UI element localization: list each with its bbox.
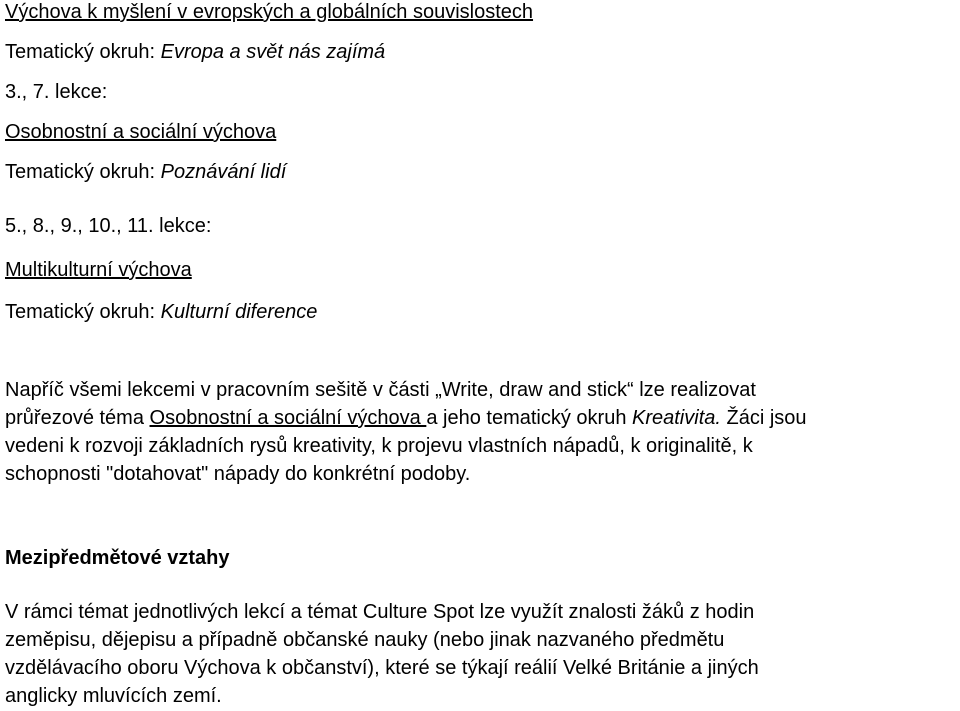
paragraph-row: Napříč všemi lekcemi v pracovním sešitě v části „Write, draw and stick“ lze realizovat xyxy=(5,379,756,401)
paragraph-row: anglicky mluvících zemí. xyxy=(5,685,222,707)
creativity-term: Kreativita. xyxy=(632,407,721,429)
paragraph-row: vedeni k rozvoji základních rysů kreativity, k projevu vlastních nápadů, k originalitě, k xyxy=(5,435,753,457)
paragraph-row: průřezové téma Osobnostní a sociální výchova a jeho tematický okruh Kreativita. Žáci jsou xyxy=(5,407,807,429)
heading-multicultural-education: Multikulturní výchova xyxy=(5,259,192,281)
topic-label: Tematický okruh: xyxy=(5,41,161,63)
heading-cross-subject-relations: Mezipředmětové vztahy xyxy=(5,547,230,569)
heading-global-education: Výchova k myšlení v evropských a globálních souvislostech xyxy=(5,1,534,23)
heading-personal-social-education: Osobnostní a sociální výchova xyxy=(5,121,277,143)
lessons-line-1: 3., 7. lekce: xyxy=(5,81,108,103)
cross-subject-paragraph xyxy=(5,598,955,710)
topic-name: Poznávání lidí xyxy=(160,161,287,183)
topic-line-cultural xyxy=(5,300,317,324)
topic-name: Kulturní diference xyxy=(160,301,318,323)
paragraph-row: schopnosti "dotahovat" nápady do konkrétní podoby. xyxy=(5,463,471,485)
paragraph-row: V rámci témat jednotlivých lekcí a témat Culture Spot lze využít znalosti žáků z hodin xyxy=(5,601,755,623)
creativity-paragraph xyxy=(5,376,955,488)
paragraph-row: vzdělávacího oboru Výchova k občanství), které se týkají reálií Velké Británie a jiných xyxy=(5,657,759,679)
cross-curricular-topic: Osobnostní a sociální výchova xyxy=(149,407,427,429)
topic-name: Evropa a svět nás zajímá xyxy=(160,41,386,63)
topic-line-people xyxy=(5,160,286,184)
topic-line-europe xyxy=(5,40,385,64)
paragraph-row: zeměpisu, dějepisu a případně občanské nauky (nebo jinak nazvaného předmětu xyxy=(5,629,725,651)
topic-label: Tematický okruh: xyxy=(5,161,161,183)
lessons-line-2: 5., 8., 9., 10., 11. lekce: xyxy=(5,215,212,237)
topic-label: Tematický okruh: xyxy=(5,301,161,323)
